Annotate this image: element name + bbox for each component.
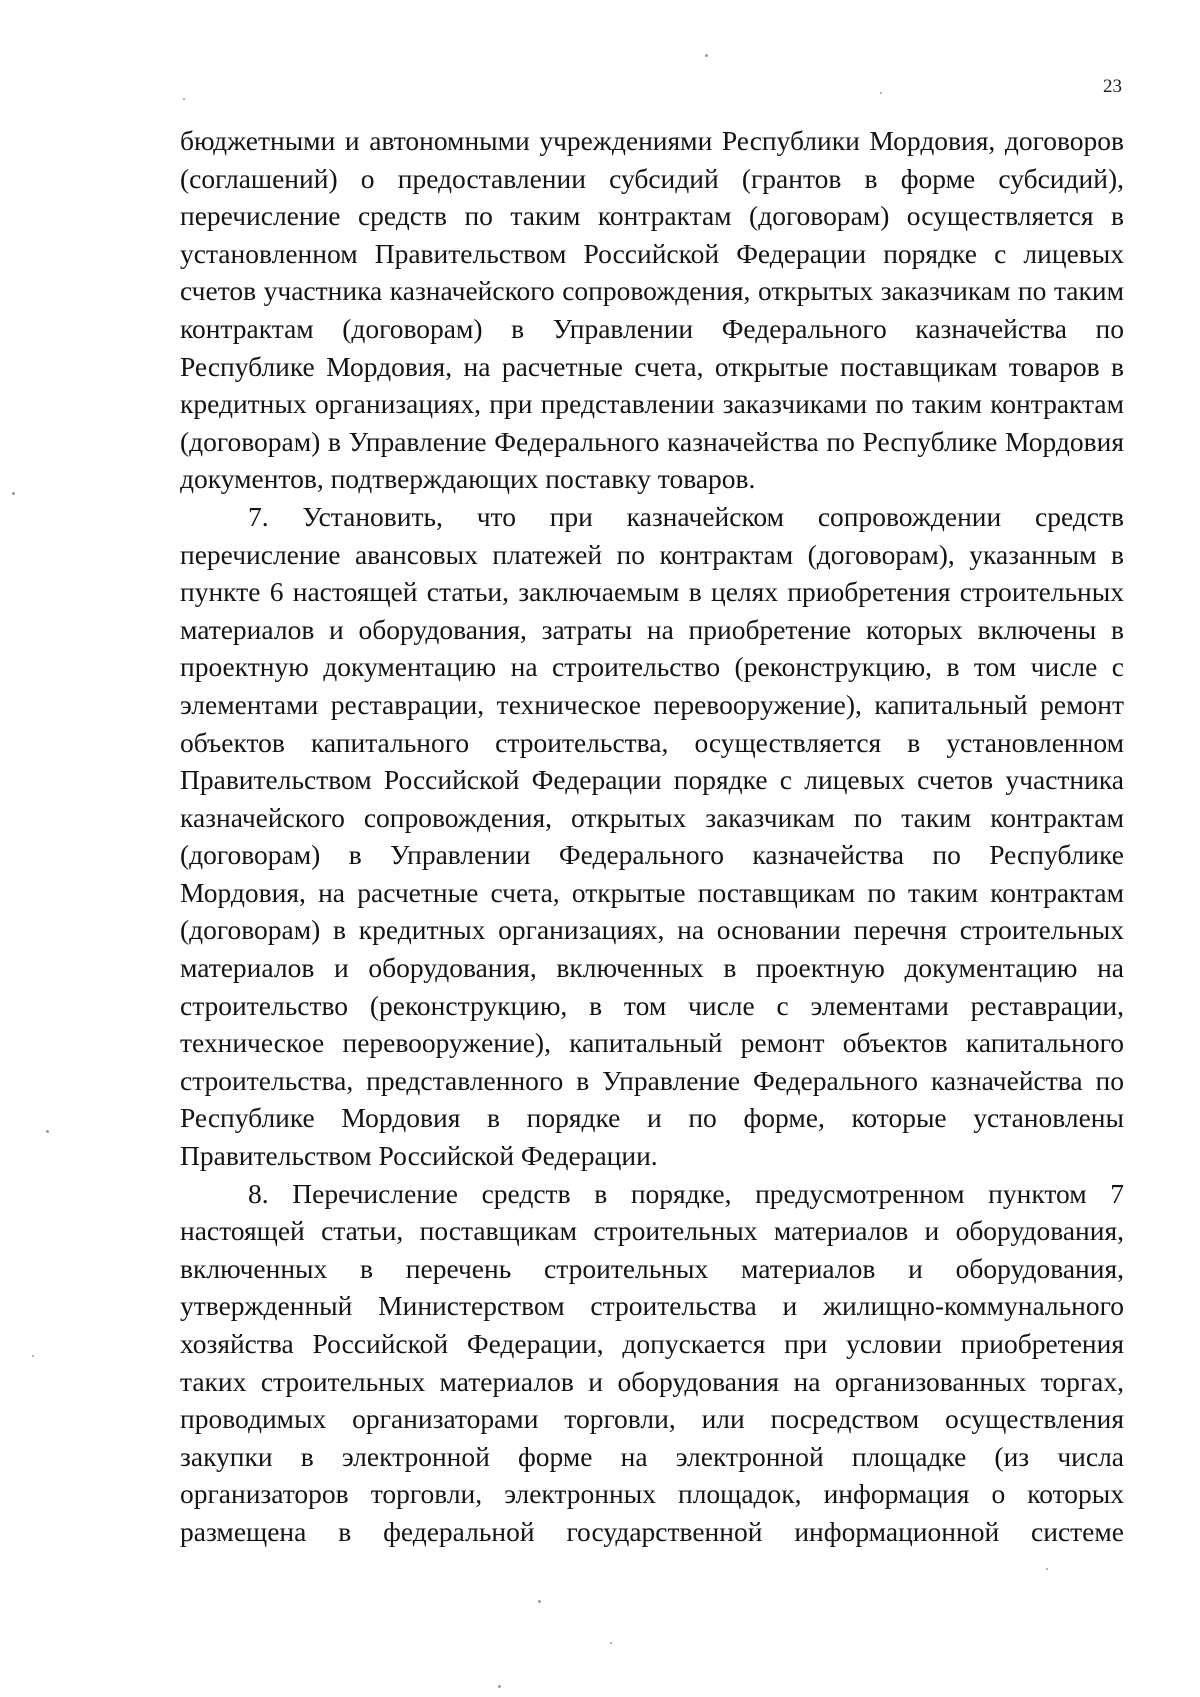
page-number: 23 <box>1103 76 1122 97</box>
scan-speck <box>705 54 708 57</box>
scan-speck <box>498 1685 501 1688</box>
scan-speck <box>880 92 882 94</box>
scan-speck <box>610 1642 612 1644</box>
scan-speck <box>12 492 15 495</box>
document-body <box>180 122 1124 1551</box>
scan-speck <box>46 1130 49 1133</box>
paragraph-item-7: 7. Установить, что при казначейском сопровождении средств перечисление авансовых платежей по контрактам (договорам), указанным в пункте 6 настоящей статьи, заключаемым в целях приобретения строительных материалов и оборудования, затраты на приобретение которых включены в проектную документацию на строительство (реконструкцию, в том числе с элементами реставрации, техническое перевооружение), капитальный ремонт объектов капитального строительства, осуществляется в установленном Правительством Российской Федерации порядке с лицевых счетов участника казначейского сопровождения, открытых заказчикам по таким контрактам (договорам) в Управлении Федерального казначейства по Республике Мордовия, на расчетные счета, открытые поставщикам по таким контрактам (договорам) в кредитных организациях, на основании перечня строительных материалов и оборудования, включенных в проектную документацию на строительство (реконструкцию, в том числе с элементами реставрации, техническое перевооружение), капитальный ремонт объектов капитального строительства, представленного в Управление Федерального казначейства по Республике Мордовия в порядке и по форме, которые установлены Правительством Российской Федерации. <box>180 500 1124 1172</box>
paragraph-continuation: бюджетными и автономными учреждениями Республики Мордовия, договоров (соглашений) о предоставлении субсидий (грантов в форме субсидий), перечисление средств по таким контрактам (договорам) осуществляется в установленном Правительством Российской Федерации порядке с лицевых счетов участника казначейского сопровождения, открытых заказчикам по таким контрактам (договорам) в Управлении Федерального казначейства по Республике Мордовия, на расчетные счета, открытые поставщикам товаров в кредитных организациях, при представлении заказчиками по таким контрактам (договорам) в Управление Федерального казначейства по Республике Мордовия документов, подтверждающих поставку товаров. <box>180 125 1124 495</box>
scan-speck <box>1046 1568 1048 1570</box>
scan-speck <box>538 1600 541 1603</box>
scan-speck <box>32 1355 34 1357</box>
paragraph-item-8: 8. Перечисление средств в порядке, предусмотренном пунктом 7 настоящей статьи, поставщикам строительных материалов и оборудования, включенных в перечень строительных материалов и оборудования, утвержденный Министерством строительства и жилищно-коммунального хозяйства Российской Федерации, допускается при условии приобретения таких строительных материалов и оборудования на организованных торгах, проводимых организаторами торговли, или посредством осуществления закупки в электронной форме на электронной площадке (из числа организаторов торговли, электронных площадок, информация о которых размещена в федеральной государственной информационной системе <box>180 1177 1124 1547</box>
scan-speck <box>183 98 185 100</box>
